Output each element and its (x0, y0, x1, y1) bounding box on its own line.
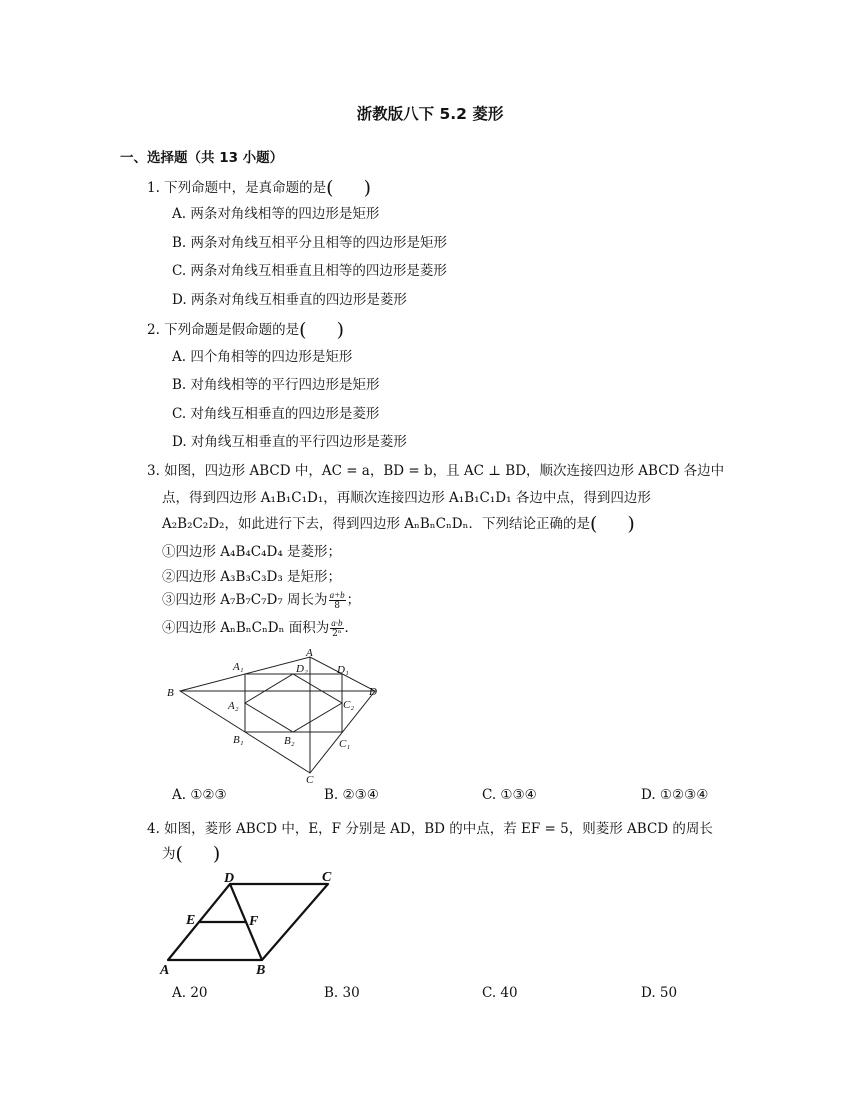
label-b2: B₂ (284, 735, 295, 747)
question-4-line-1: 4. 如图，菱形 ABCD 中，E，F 分别是 AD，BD 的中点，若 EF = 5，则菱形 ABCD 的周长 (147, 821, 713, 837)
label-e: E (186, 913, 196, 928)
label-b1: B₁ (233, 734, 244, 746)
label-c: C (322, 870, 332, 885)
label-d: D (224, 871, 235, 886)
question-1-option-b: B. 两条对角线互相平分且相等的四边形是矩形 (172, 235, 448, 251)
question-1-stem (147, 176, 372, 199)
question-1-option-d: D. 两条对角线互相垂直的四边形是菱形 (172, 292, 407, 308)
question-3-line-1: 3. 如图，四边形 ABCD 中，AC = a，BD = b，且 AC ⊥ BD，顺次连接四边形 ABCD 各边中 (147, 463, 725, 479)
question-4-line-2-text: 为 (162, 846, 176, 862)
question-3-line-2: 点，得到四边形 A₁B₁C₁D₁，再顺次连接四边形 A₁B₁C₁D₁ 各边中点，得到四边形 (162, 490, 651, 506)
statement-3-end: ； (346, 592, 361, 608)
label-a1: A₁ (233, 661, 244, 673)
answer-paren-close: ) (627, 513, 635, 535)
answer-paren-open: ( (326, 177, 334, 199)
question-4-option-c: C. 40 (482, 985, 518, 1001)
question-4-line-2 (162, 842, 221, 865)
label-a: A (160, 963, 170, 978)
page-title: 浙教版八下 5.2 菱形 (356, 105, 504, 123)
answer-paren-close: ) (363, 177, 372, 199)
quadrilateral-midpoint-figure (160, 643, 400, 785)
question-4-option-d: D. 50 (641, 985, 678, 1001)
question-1-option-c: C. 两条对角线互相垂直且相等的四边形是菱形 (172, 263, 447, 279)
statement-4 (162, 616, 358, 639)
question-3-line-3 (162, 512, 635, 535)
question-2-option-b: B. 对角线相等的平行四边形是矩形 (172, 377, 380, 393)
answer-paren-close: ) (336, 319, 345, 341)
label-d: D (369, 686, 377, 698)
label-a: A (306, 647, 313, 659)
question-2-option-a: A. 四个角相等的四边形是矩形 (172, 349, 353, 365)
question-1-text: 1. 下列命题中，是真命题的是 (147, 180, 327, 196)
statement-1: ①四边形 A₄B₄C₄D₄ 是菱形； (162, 544, 342, 560)
fraction-denominator: 8 (334, 601, 340, 611)
label-c2: C₂ (343, 699, 355, 711)
label-a2: A₂ (228, 700, 239, 712)
fraction-denominator: 2ⁿ (332, 629, 342, 639)
statement-3-text: ③四边形 A₇B₇C₇D₇ 周长为 (162, 592, 328, 608)
question-2-text: 2. 下列命题是假命题的是 (147, 322, 300, 338)
statement-4-text: ④四边形 AₙBₙCₙDₙ 面积为 (162, 620, 330, 636)
question-2-option-c: C. 对角线互相垂直的四边形是菱形 (172, 406, 380, 422)
question-3-option-c: C. ①③④ (482, 787, 537, 803)
fraction-numerator: a·b (331, 618, 343, 628)
answer-paren-open: ( (299, 319, 307, 341)
label-f: F (249, 914, 259, 929)
label-c: C (306, 774, 314, 785)
question-3-option-b: B. ②③④ (324, 787, 379, 803)
rectangle-a1b1c1d1 (245, 674, 342, 732)
question-1-option-a: A. 两条对角线相等的四边形是矩形 (172, 206, 380, 222)
statement-3 (162, 588, 360, 611)
statement-4-end: ． (344, 620, 359, 636)
question-4-option-b: B. 30 (324, 985, 360, 1001)
rhombus-a2b2c2d2 (245, 674, 342, 732)
label-d2: D₂ (296, 663, 308, 675)
statement-2: ②四边形 A₃B₃C₃D₃ 是矩形； (162, 569, 342, 585)
rhombus-figure (158, 868, 358, 978)
label-d1: D₁ (337, 664, 349, 676)
section-heading: 一、选择题（共 13 小题） (120, 150, 284, 166)
question-2-stem (147, 318, 345, 341)
label-b: B (167, 687, 174, 699)
question-2-option-d: D. 对角线互相垂直的平行四边形是菱形 (172, 434, 407, 450)
question-3-option-d: D. ①②③④ (641, 787, 709, 803)
fraction-numerator: a+b (329, 590, 345, 600)
answer-paren-open: ( (175, 843, 183, 865)
fraction-a-plus-b-over-8 (329, 590, 346, 611)
question-3-line-3-text: A₂B₂C₂D₂，如此进行下去，得到四边形 AₙBₙCₙDₙ．下列结论正确的是 (162, 516, 590, 532)
answer-paren-close: ) (212, 843, 221, 865)
question-4-option-a: A. 20 (172, 985, 208, 1001)
label-c1: C₁ (339, 738, 351, 750)
fraction-ab-over-2n (330, 618, 343, 639)
label-b: B (256, 963, 266, 978)
answer-paren-open: ( (589, 513, 598, 535)
question-3-option-a: A. ①②③ (172, 787, 227, 803)
